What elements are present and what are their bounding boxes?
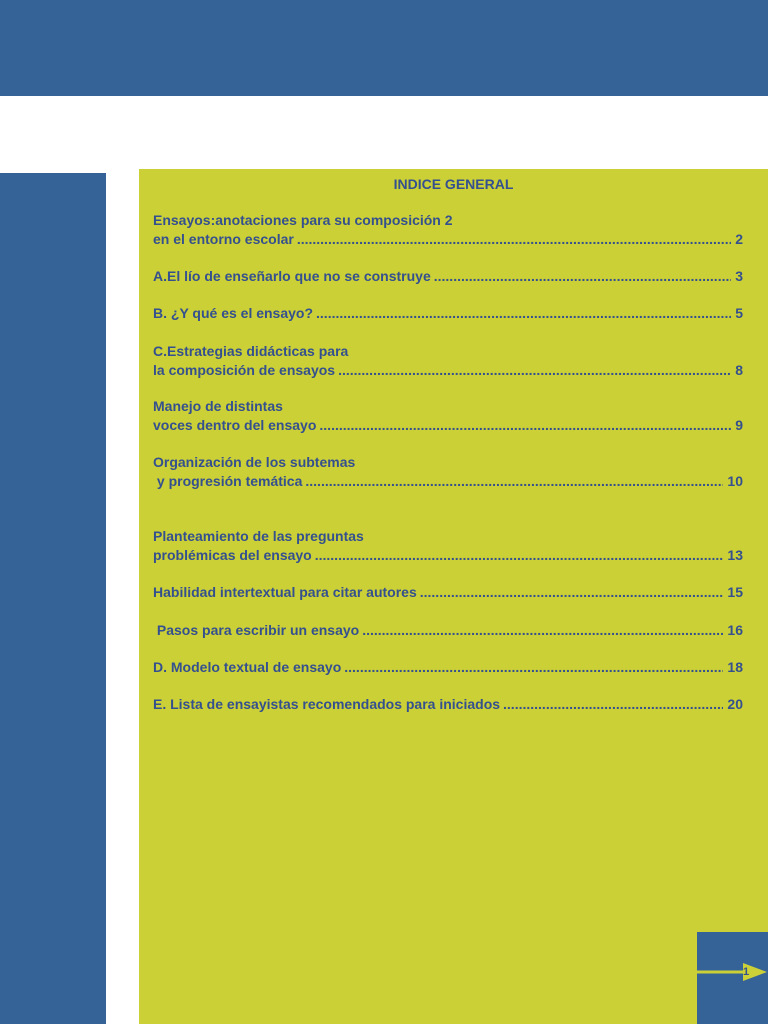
toc-entry-page: 3 [735,268,743,284]
dot-leader [338,361,731,380]
toc-entry-title: voces dentro del ensayo [153,417,317,433]
toc-entry-line: Organización de los subtemas [153,454,356,470]
toc-entry-row [153,695,743,714]
toc-entry [153,304,743,323]
toc-entry-row [153,361,743,380]
toc-entry-title: Habilidad intertextual para citar autores [153,584,417,600]
toc-entry-title: E. Lista de ensayistas recomendados para iniciados [153,696,501,712]
toc-entry [153,658,743,677]
dot-leader [344,658,723,677]
toc-entry-line: Ensayos:anotaciones para su composición 2 [153,212,453,228]
toc-entry-row [153,416,743,435]
toc-entry-title: B. ¿Y qué es el ensayo? [153,305,314,321]
toc-entry-page: 16 [727,622,743,638]
dot-leader [305,472,723,491]
toc-entry-title: la composición de ensayos [153,362,336,378]
toc-entry [153,267,743,286]
header-band [0,0,768,96]
toc-entry [153,621,743,640]
toc-entry-title: en el entorno escolar [153,231,294,247]
toc-entry-line: C.Estrategias didácticas para [153,343,349,359]
toc-entry [153,453,743,491]
toc-entry-page: 15 [727,584,743,600]
toc-entry [153,583,743,602]
toc-entry-line: Planteamiento de las preguntas [153,528,364,544]
toc-entry-page: 8 [735,362,743,378]
toc-entry [153,342,743,380]
toc-entry [153,695,743,714]
toc-entry-title: y progresión temática [153,473,303,489]
toc-entry [153,397,743,435]
toc-entry [153,211,743,249]
dot-leader [316,304,731,323]
toc-entry-title: D. Modelo textual de ensayo [153,659,342,675]
toc-entry-row [153,621,743,640]
toc-entry-page: 2 [735,231,743,247]
toc-entry-page: 18 [727,659,743,675]
dot-leader [362,621,723,640]
arrow-right-icon [697,932,768,1024]
toc-entry-row [153,472,743,491]
toc-entry-title: problémicas del ensayo [153,547,312,563]
toc-entry-page: 9 [735,417,743,433]
dot-leader [434,267,731,286]
left-sidebar-band [0,173,106,1024]
toc-entry-row [153,658,743,677]
toc-entry-row [153,230,743,249]
toc-entry-row [153,304,743,323]
toc-entry-row [153,546,743,565]
toc-entry-page: 5 [735,305,743,321]
dot-leader [315,546,724,565]
page-corner-tab [697,932,768,1024]
dot-leader [319,416,731,435]
toc-entry-page: 13 [727,547,743,563]
dot-leader [420,583,724,602]
toc-entry-row [153,583,743,602]
toc-entry-title: A.El lío de enseñarlo que no se construye [153,268,431,284]
page-title: INDICE GENERAL [393,176,514,192]
toc-entry-row [153,267,743,286]
dot-leader [503,695,723,714]
toc-entry-title: Pasos para escribir un ensayo [153,622,360,638]
toc-entry [153,527,743,565]
toc-entry-page: 20 [727,696,743,712]
page-number: 1 [743,966,750,978]
dot-leader [297,230,731,249]
toc-entry-page: 10 [727,473,743,489]
toc-entry-line: Manejo de distintas [153,398,283,414]
